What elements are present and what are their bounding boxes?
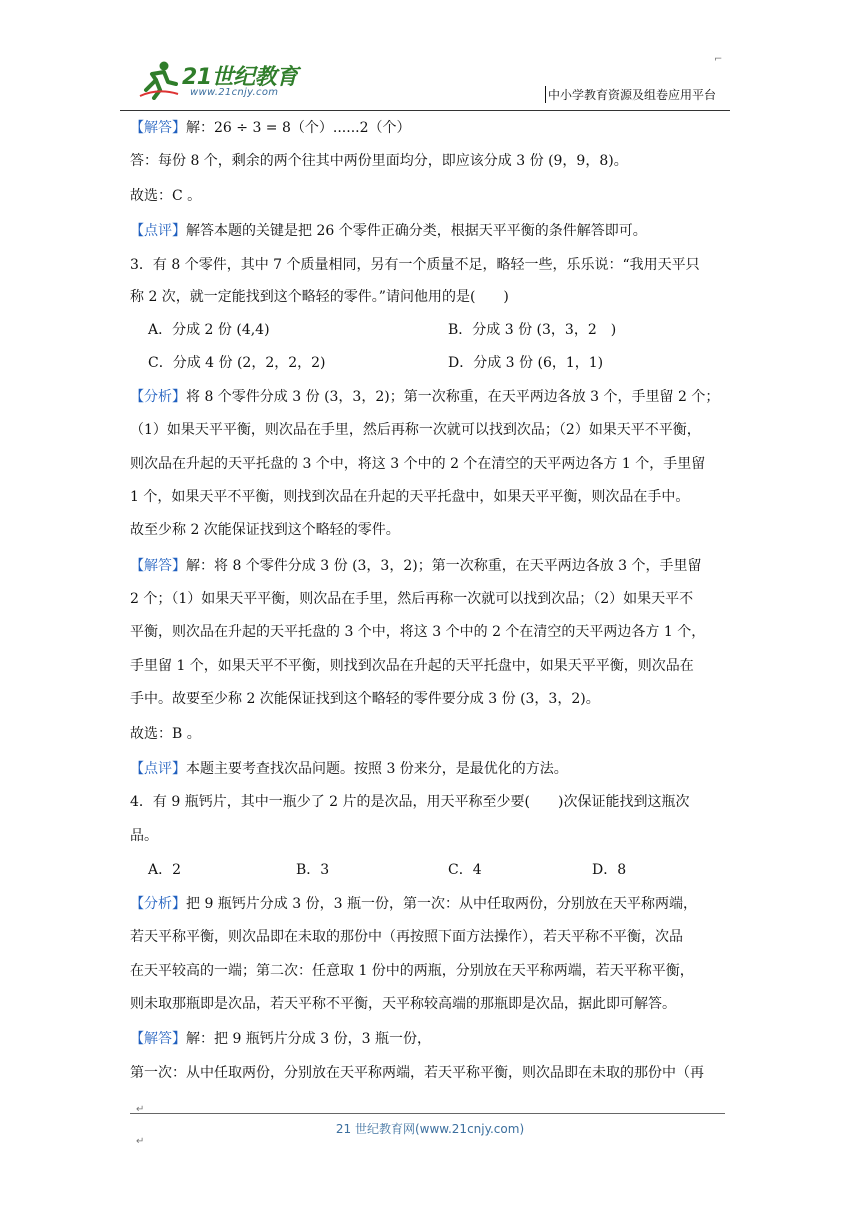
- question-3-options-row-2: [130, 353, 730, 373]
- text-line: 故选：C 。: [130, 188, 202, 204]
- text-line: 若天平称平衡，则次品即在未取的那份中（再按照下面方法操作），若天平称不平衡，次品: [130, 929, 683, 945]
- text-line: 则未取那瓶即是次品，若天平称不平衡，天平称较高端的那瓶即是次品，据此即可解答。: [130, 996, 676, 1012]
- text-line: 答：每份 8 个，剩余的两个往其中两份里面均分，即应该分成 3 份 (9，9，8)。: [130, 153, 628, 169]
- text-line: 1 个，如果天平不平衡，则找到次品在升起的天平托盘中，如果天平平衡，则次品在手中。: [130, 489, 690, 505]
- section-tag: 【分析】: [130, 896, 186, 912]
- text-line: （1）如果天平平衡，则次品在手里，然后再称一次就可以找到次品；（2）如果天平不平衡，: [130, 422, 701, 438]
- option-c: C．分成 4 份 (2，2，2，2): [148, 355, 326, 371]
- text-line: 2 个；（1）如果天平平衡，则次品在手里，然后再称一次就可以找到次品；（2）如果天平不: [130, 591, 694, 607]
- text-line: 平衡，则次品在升起的天平托盘的 3 个中，将这 3 个中的 2 个在清空的天平两边各方 1 个，: [130, 624, 706, 640]
- option-a: A．分成 2 份 (4,4): [148, 322, 270, 338]
- text-line: 在天平较高的一端；第二次：任意取 1 份中的两瓶，分别放在天平称两端，若天平称平衡，: [130, 963, 694, 979]
- section-tag: 【解答】: [130, 558, 186, 574]
- section-tag: 【点评】: [130, 223, 186, 239]
- site-logo: [138, 60, 298, 104]
- option-b: B．分成 3 份 (3，3，2 ): [448, 322, 617, 338]
- text-line: 【分析】将 8 个零件分成 3 份 (3，3，2)；第一次称重，在天平两边各放 3 个，手里留 2 个；: [130, 389, 720, 405]
- text-line: 故至少称 2 次能保证找到这个略轻的零件。: [130, 522, 400, 538]
- question-4-options: [130, 860, 730, 880]
- footer-site-link[interactable]: 21 世纪教育网(www.21cnjy.com): [335, 1122, 525, 1136]
- section-tag: 【点评】: [130, 761, 186, 777]
- option-c: C．4: [448, 862, 482, 878]
- text-line: 故选：B 。: [130, 726, 201, 742]
- option-b: B．3: [296, 862, 330, 878]
- text-line: 手中。故要至少称 2 次能保证找到这个略轻的零件要分成 3 份 (3，3，2)。: [130, 691, 600, 707]
- text-line: 则次品在升起的天平托盘的 3 个中，将这 3 个中的 2 个在清空的天平两边各方 1 个，手里留: [130, 456, 706, 472]
- question-3-options-row-1: [130, 320, 730, 340]
- text-line: 称 2 次，就一定能找到这个略轻的零件。”请问他用的是( ): [130, 289, 509, 305]
- logo-brand-text: 21世纪教育: [182, 65, 298, 90]
- header-rule: [120, 110, 730, 111]
- option-a: A．2: [148, 862, 182, 878]
- question-3-text: 3．有 8 个零件，其中 7 个质量相同，另有一个质量不足，略轻一些，乐乐说：“我用天平只: [130, 257, 700, 273]
- platform-title: 中小学教育资源及组卷应用平台: [545, 86, 716, 103]
- section-tag: 【解答】: [130, 120, 186, 136]
- runner-logo-icon: [138, 60, 180, 100]
- logo-url-text: www.21cnjy.com: [190, 87, 279, 98]
- text-line: 【解答】解：将 8 个零件分成 3 份 (3，3，2)；第一次称重，在天平两边各放 3 个，手里留: [130, 558, 702, 574]
- page-header: [120, 52, 730, 112]
- text-line: 【点评】解答本题的关键是把 26 个零件正确分类，根据天平平衡的条件解答即可。: [130, 223, 647, 239]
- option-d: D．分成 3 份 (6，1，1): [448, 355, 604, 371]
- option-d: D．8: [592, 862, 627, 878]
- text-line: 【分析】把 9 瓶钙片分成 3 份，3 瓶一份，第一次：从中任取两份，分别放在天平称两端，: [130, 896, 697, 912]
- text-line: 第一次：从中任取两份，分别放在天平称两端，若天平称平衡，则次品即在未取的那份中（再: [130, 1065, 704, 1081]
- margin-mark: ↵: [136, 1136, 145, 1147]
- text-line: 【点评】本题主要考查找次品问题。按照 3 份来分，是最优化的方法。: [130, 761, 568, 777]
- margin-mark: ⌐: [714, 54, 723, 65]
- text-line: 【解答】解：26 ÷ 3 = 8（个）......2（个）: [130, 120, 411, 136]
- text-line: 【解答】解：把 9 瓶钙片分成 3 份，3 瓶一份，: [130, 1031, 431, 1047]
- margin-mark: ↵: [136, 1104, 145, 1115]
- footer-rule: [130, 1113, 725, 1114]
- section-tag: 【解答】: [130, 1031, 186, 1047]
- text-line: 手里留 1 个，如果天平不平衡，则找到次品在升起的天平托盘中，如果天平平衡，则次品在: [130, 658, 694, 674]
- question-4-text: 4．有 9 瓶钙片，其中一瓶少了 2 片的是次品，用天平称至少要( )次保证能找到这瓶次: [130, 794, 690, 810]
- section-tag: 【分析】: [130, 389, 186, 405]
- text-line: 品。: [130, 828, 158, 844]
